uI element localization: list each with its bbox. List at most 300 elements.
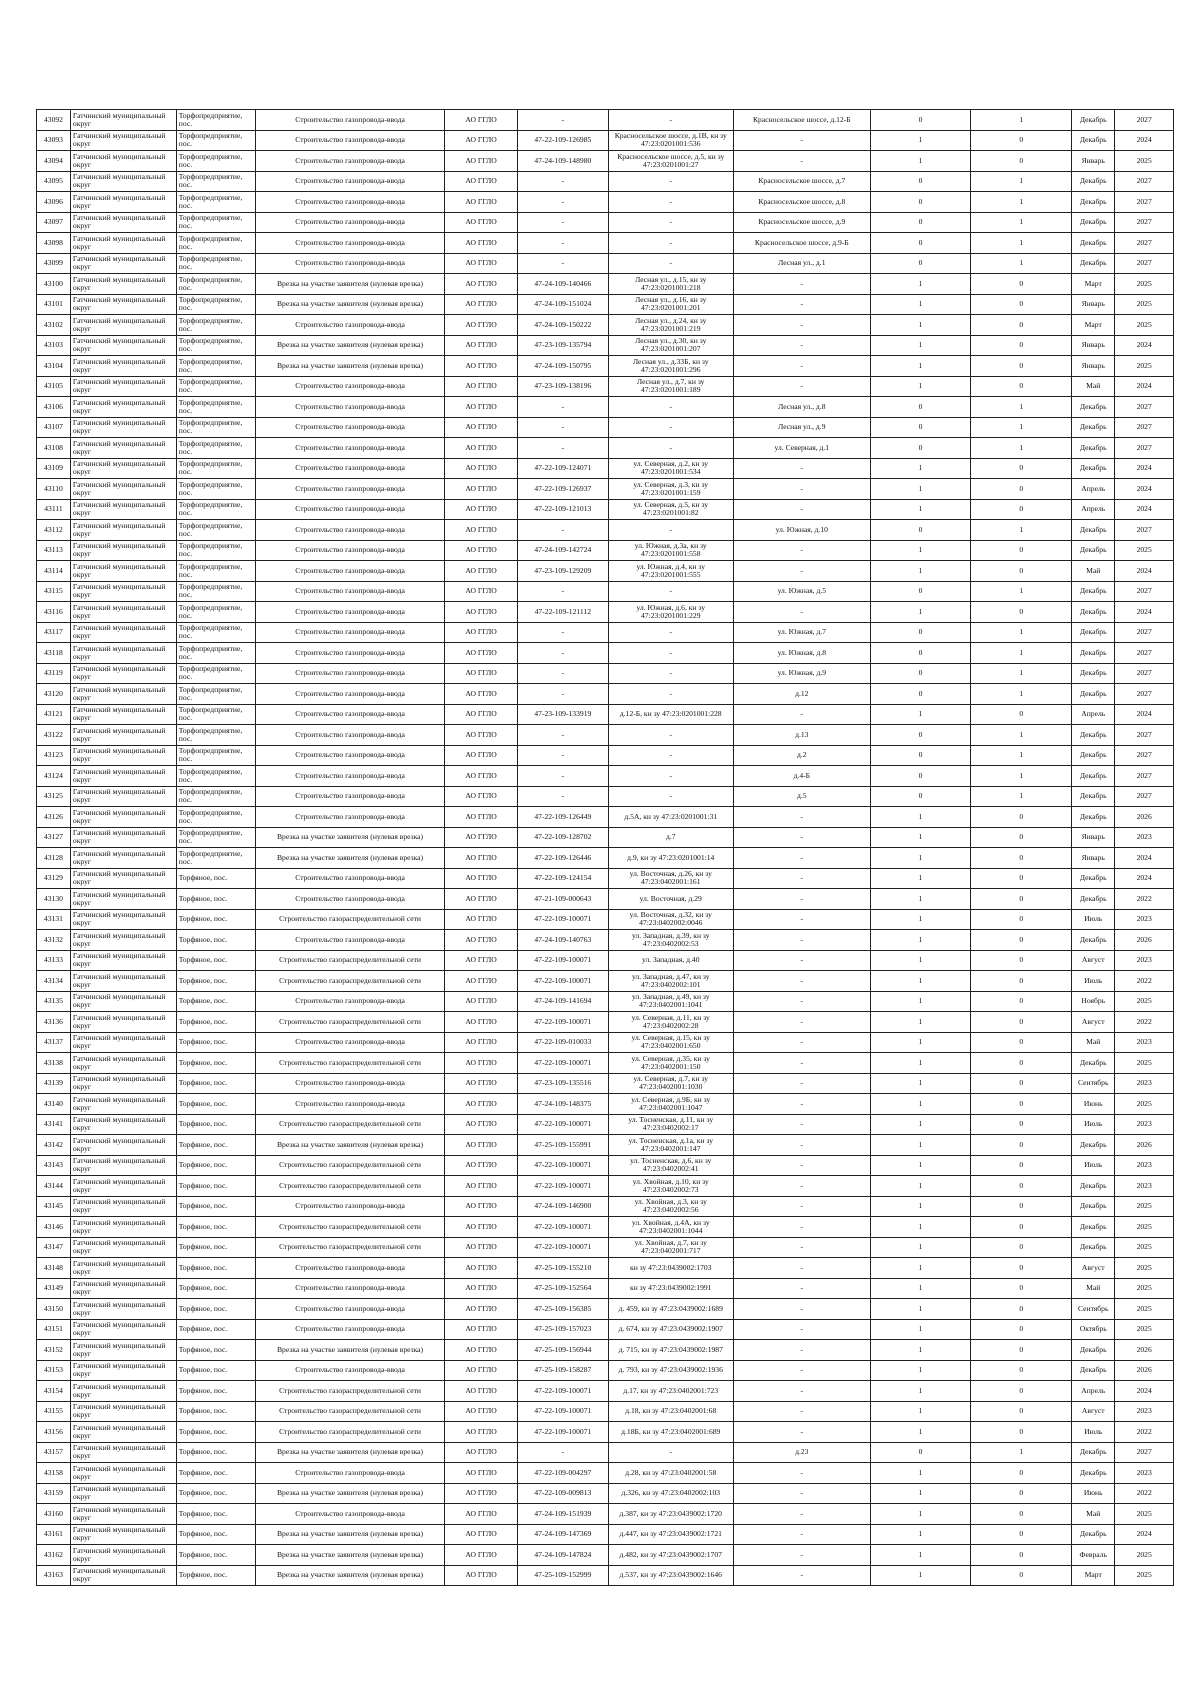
organization-cell: АО ГГЛО — [445, 417, 518, 438]
row-number: 43142 — [37, 1135, 71, 1156]
district-cell: Гатчинский муниципальный округ — [70, 335, 176, 356]
table-row — [37, 479, 1174, 500]
permit-number-cell: 47-25-109-155991 — [518, 1135, 608, 1156]
count-planned-cell: 0 — [971, 1401, 1072, 1422]
year-cell: 2025 — [1115, 294, 1174, 315]
address-cell: - — [733, 991, 870, 1012]
work-type-cell: Врезка на участке заявителя (нулевая врезка) — [255, 827, 444, 848]
row-number: 43146 — [37, 1217, 71, 1238]
settlement-cell: Торфяное, пос. — [176, 1340, 255, 1361]
table-row — [37, 458, 1174, 479]
count-connected-cell: 1 — [870, 807, 971, 828]
address-cell: - — [733, 540, 870, 561]
table-row — [37, 1012, 1174, 1033]
year-cell: 2025 — [1115, 1053, 1174, 1074]
year-cell: 2025 — [1115, 1278, 1174, 1299]
permit-number-cell: 47-24-109-148375 — [518, 1094, 608, 1115]
organization-cell: АО ГГЛО — [445, 581, 518, 602]
table-row — [37, 315, 1174, 336]
work-type-cell: Врезка на участке заявителя (нулевая врезка) — [255, 274, 444, 295]
row-number: 43145 — [37, 1196, 71, 1217]
year-cell: 2025 — [1115, 1237, 1174, 1258]
table-row — [37, 130, 1174, 151]
cadastral-cell: - — [608, 397, 733, 418]
organization-cell: АО ГГЛО — [445, 233, 518, 254]
month-cell: Декабрь — [1072, 1053, 1115, 1074]
permit-number-cell: - — [518, 684, 608, 705]
cadastral-cell: ул. Хвойная, д.7, кн зу 47:23:0402001:717 — [608, 1237, 733, 1258]
permit-number-cell: 47-22-109-100071 — [518, 1012, 608, 1033]
count-connected-cell: 0 — [870, 581, 971, 602]
permit-number-cell: - — [518, 520, 608, 541]
month-cell: Июль — [1072, 1114, 1115, 1135]
work-type-cell: Строительство газопровода-ввода — [255, 930, 444, 951]
count-connected-cell: 1 — [870, 1565, 971, 1586]
month-cell: Декабрь — [1072, 192, 1115, 213]
organization-cell: АО ГГЛО — [445, 1483, 518, 1504]
organization-cell: АО ГГЛО — [445, 274, 518, 295]
work-type-cell: Врезка на участке заявителя (нулевая врезка) — [255, 294, 444, 315]
row-number: 43158 — [37, 1463, 71, 1484]
table-row — [37, 1360, 1174, 1381]
district-cell: Гатчинский муниципальный округ — [70, 397, 176, 418]
month-cell: Март — [1072, 1565, 1115, 1586]
month-cell: Май — [1072, 1032, 1115, 1053]
address-cell: - — [733, 889, 870, 910]
year-cell: 2024 — [1115, 1381, 1174, 1402]
month-cell: Март — [1072, 315, 1115, 336]
month-cell: Декабрь — [1072, 581, 1115, 602]
work-type-cell: Строительство газопровода-ввода — [255, 458, 444, 479]
permit-number-cell: 47-25-109-155210 — [518, 1258, 608, 1279]
count-connected-cell: 1 — [870, 335, 971, 356]
address-cell: - — [733, 1094, 870, 1115]
count-planned-cell: 0 — [971, 1196, 1072, 1217]
organization-cell: АО ГГЛО — [445, 1196, 518, 1217]
district-cell: Гатчинский муниципальный округ — [70, 930, 176, 951]
count-connected-cell: 0 — [870, 233, 971, 254]
row-number: 43097 — [37, 212, 71, 233]
year-cell: 2025 — [1115, 1319, 1174, 1340]
count-planned-cell: 1 — [971, 233, 1072, 254]
settlement-cell: Торфопредприятие, пос. — [176, 110, 255, 131]
organization-cell: АО ГГЛО — [445, 561, 518, 582]
year-cell: 2024 — [1115, 335, 1174, 356]
settlement-cell: Торфопредприятие, пос. — [176, 622, 255, 643]
table-row — [37, 1401, 1174, 1422]
count-connected-cell: 1 — [870, 1176, 971, 1197]
district-cell: Гатчинский муниципальный округ — [70, 1135, 176, 1156]
count-connected-cell: 1 — [870, 1217, 971, 1238]
work-type-cell: Строительство газопровода-ввода — [255, 602, 444, 623]
settlement-cell: Торфяное, пос. — [176, 1565, 255, 1586]
month-cell: Декабрь — [1072, 725, 1115, 746]
settlement-cell: Торфопредприятие, пос. — [176, 458, 255, 479]
row-number: 43150 — [37, 1299, 71, 1320]
work-type-cell: Врезка на участке заявителя (нулевая врезка) — [255, 1545, 444, 1566]
organization-cell: АО ГГЛО — [445, 807, 518, 828]
count-planned-cell: 1 — [971, 110, 1072, 131]
organization-cell: АО ГГЛО — [445, 868, 518, 889]
count-planned-cell: 1 — [971, 520, 1072, 541]
cadastral-cell: ул. Северная, д.5, кн зу 47:23:0201001:82 — [608, 499, 733, 520]
row-number: 43156 — [37, 1422, 71, 1443]
year-cell: 2024 — [1115, 376, 1174, 397]
table-row — [37, 376, 1174, 397]
address-cell: - — [733, 1401, 870, 1422]
address-cell: - — [733, 807, 870, 828]
district-cell: Гатчинский муниципальный округ — [70, 971, 176, 992]
count-connected-cell: 1 — [870, 1196, 971, 1217]
permit-number-cell: 47-24-109-151024 — [518, 294, 608, 315]
month-cell: Декабрь — [1072, 868, 1115, 889]
organization-cell: АО ГГЛО — [445, 622, 518, 643]
settlement-cell: Торфопредприятие, пос. — [176, 663, 255, 684]
table-row — [37, 1217, 1174, 1238]
table-row — [37, 499, 1174, 520]
count-connected-cell: 0 — [870, 622, 971, 643]
settlement-cell: Торфяное, пос. — [176, 1504, 255, 1525]
month-cell: Декабрь — [1072, 417, 1115, 438]
count-planned-cell: 1 — [971, 622, 1072, 643]
organization-cell: АО ГГЛО — [445, 130, 518, 151]
year-cell: 2027 — [1115, 110, 1174, 131]
count-planned-cell: 0 — [971, 130, 1072, 151]
work-type-cell: Строительство газопровода-ввода — [255, 233, 444, 254]
year-cell: 2027 — [1115, 397, 1174, 418]
work-type-cell: Строительство газопровода-ввода — [255, 663, 444, 684]
year-cell: 2024 — [1115, 561, 1174, 582]
cadastral-cell: - — [608, 663, 733, 684]
permit-number-cell: 47-23-109-129209 — [518, 561, 608, 582]
year-cell: 2022 — [1115, 1012, 1174, 1033]
month-cell: Декабрь — [1072, 786, 1115, 807]
work-type-cell: Строительство газопровода-ввода — [255, 786, 444, 807]
district-cell: Гатчинский муниципальный округ — [70, 1217, 176, 1238]
month-cell: Июнь — [1072, 1483, 1115, 1504]
cadastral-cell: д.18, кн зу 47:23:0402001:68 — [608, 1401, 733, 1422]
settlement-cell: Торфопредприятие, пос. — [176, 376, 255, 397]
count-planned-cell: 0 — [971, 1012, 1072, 1033]
count-planned-cell: 0 — [971, 1278, 1072, 1299]
address-cell: - — [733, 1135, 870, 1156]
cadastral-cell: д.12-Б, кн зу 47:23:0201001:228 — [608, 704, 733, 725]
count-planned-cell: 0 — [971, 1176, 1072, 1197]
cadastral-cell: Красносельское шоссе, д.5, кн зу 47:23:0201001:27 — [608, 151, 733, 172]
month-cell: Декабрь — [1072, 520, 1115, 541]
month-cell: Май — [1072, 1278, 1115, 1299]
count-planned-cell: 1 — [971, 438, 1072, 459]
row-number: 43152 — [37, 1340, 71, 1361]
settlement-cell: Торфопредприятие, пос. — [176, 397, 255, 418]
organization-cell: АО ГГЛО — [445, 1094, 518, 1115]
count-planned-cell: 0 — [971, 889, 1072, 910]
year-cell: 2027 — [1115, 643, 1174, 664]
organization-cell: АО ГГЛО — [445, 1545, 518, 1566]
table-row — [37, 581, 1174, 602]
address-cell: - — [733, 1422, 870, 1443]
organization-cell: АО ГГЛО — [445, 991, 518, 1012]
work-type-cell: Строительство газопровода-ввода — [255, 1319, 444, 1340]
permit-number-cell: - — [518, 397, 608, 418]
district-cell: Гатчинский муниципальный округ — [70, 725, 176, 746]
work-type-cell: Строительство газораспределительной сети — [255, 1237, 444, 1258]
count-planned-cell: 0 — [971, 1217, 1072, 1238]
count-connected-cell: 1 — [870, 561, 971, 582]
year-cell: 2023 — [1115, 1114, 1174, 1135]
count-connected-cell: 1 — [870, 1340, 971, 1361]
year-cell: 2024 — [1115, 458, 1174, 479]
month-cell: Декабрь — [1072, 540, 1115, 561]
district-cell: Гатчинский муниципальный округ — [70, 192, 176, 213]
cadastral-cell: ул. Хвойная, д.4А, кн зу 47:23:0402001:1044 — [608, 1217, 733, 1238]
district-cell: Гатчинский муниципальный округ — [70, 1319, 176, 1340]
count-connected-cell: 1 — [870, 356, 971, 377]
count-connected-cell: 0 — [870, 397, 971, 418]
work-type-cell: Строительство газопровода-ввода — [255, 110, 444, 131]
work-type-cell: Строительство газопровода-ввода — [255, 622, 444, 643]
table-row — [37, 1463, 1174, 1484]
count-connected-cell: 1 — [870, 1073, 971, 1094]
row-number: 43118 — [37, 643, 71, 664]
permit-number-cell: 47-24-109-140763 — [518, 930, 608, 951]
address-cell: - — [733, 479, 870, 500]
organization-cell: АО ГГЛО — [445, 1073, 518, 1094]
cadastral-cell: ул. Восточная, д.26, кн зу 47:23:0402001:161 — [608, 868, 733, 889]
year-cell: 2025 — [1115, 1196, 1174, 1217]
table-row — [37, 684, 1174, 705]
table-row — [37, 561, 1174, 582]
table-row — [37, 294, 1174, 315]
address-cell: - — [733, 1176, 870, 1197]
count-planned-cell: 0 — [971, 1258, 1072, 1279]
address-cell: д.2 — [733, 745, 870, 766]
work-type-cell: Строительство газораспределительной сети — [255, 1422, 444, 1443]
row-number: 43160 — [37, 1504, 71, 1525]
cadastral-cell: д.447, кн зу 47:23:0439002:1721 — [608, 1524, 733, 1545]
work-type-cell: Строительство газораспределительной сети — [255, 909, 444, 930]
count-planned-cell: 1 — [971, 1442, 1072, 1463]
table-row — [37, 1176, 1174, 1197]
table-row — [37, 950, 1174, 971]
row-number: 43123 — [37, 745, 71, 766]
settlement-cell: Торфопредприятие, пос. — [176, 520, 255, 541]
count-planned-cell: 0 — [971, 1360, 1072, 1381]
count-connected-cell: 0 — [870, 171, 971, 192]
month-cell: Декабрь — [1072, 602, 1115, 623]
count-planned-cell: 0 — [971, 479, 1072, 500]
organization-cell: АО ГГЛО — [445, 151, 518, 172]
year-cell: 2023 — [1115, 1155, 1174, 1176]
count-planned-cell: 0 — [971, 294, 1072, 315]
address-cell: - — [733, 1073, 870, 1094]
settlement-cell: Торфопредприятие, пос. — [176, 745, 255, 766]
table-row — [37, 1155, 1174, 1176]
settlement-cell: Торфопредприятие, пос. — [176, 130, 255, 151]
settlement-cell: Торфопредприятие, пос. — [176, 438, 255, 459]
month-cell: Август — [1072, 1012, 1115, 1033]
row-number: 43109 — [37, 458, 71, 479]
row-number: 43112 — [37, 520, 71, 541]
settlement-cell: Торфопредприятие, пос. — [176, 171, 255, 192]
work-type-cell: Строительство газопровода-ввода — [255, 643, 444, 664]
work-type-cell: Врезка на участке заявителя (нулевая врезка) — [255, 1565, 444, 1586]
permit-number-cell: 47-22-109-100071 — [518, 1176, 608, 1197]
table-row — [37, 1422, 1174, 1443]
cadastral-cell: - — [608, 520, 733, 541]
month-cell: Декабрь — [1072, 1442, 1115, 1463]
count-connected-cell: 1 — [870, 889, 971, 910]
row-number: 43159 — [37, 1483, 71, 1504]
permit-number-cell: 47-24-109-142724 — [518, 540, 608, 561]
permit-number-cell: - — [518, 417, 608, 438]
year-cell: 2024 — [1115, 602, 1174, 623]
month-cell: Декабрь — [1072, 663, 1115, 684]
address-cell: Красносельское шоссе, д.8 — [733, 192, 870, 213]
year-cell: 2027 — [1115, 766, 1174, 787]
permit-number-cell: 47-22-109-100071 — [518, 971, 608, 992]
month-cell: Январь — [1072, 151, 1115, 172]
row-number: 43154 — [37, 1381, 71, 1402]
month-cell: Апрель — [1072, 1381, 1115, 1402]
organization-cell: АО ГГЛО — [445, 643, 518, 664]
district-cell: Гатчинский муниципальный округ — [70, 807, 176, 828]
address-cell: - — [733, 1012, 870, 1033]
month-cell: Август — [1072, 950, 1115, 971]
table-row — [37, 1053, 1174, 1074]
table-row — [37, 110, 1174, 131]
settlement-cell: Торфяное, пос. — [176, 1545, 255, 1566]
count-planned-cell: 0 — [971, 827, 1072, 848]
work-type-cell: Строительство газопровода-ввода — [255, 520, 444, 541]
count-planned-cell: 1 — [971, 192, 1072, 213]
count-connected-cell: 0 — [870, 725, 971, 746]
year-cell: 2025 — [1115, 1545, 1174, 1566]
cadastral-cell: ул. Северная, д.7, кн зу 47:23:0402001:1030 — [608, 1073, 733, 1094]
permit-number-cell: 47-24-109-150222 — [518, 315, 608, 336]
organization-cell: АО ГГЛО — [445, 663, 518, 684]
month-cell: Декабрь — [1072, 684, 1115, 705]
count-planned-cell: 0 — [971, 540, 1072, 561]
table-row — [37, 274, 1174, 295]
count-planned-cell: 0 — [971, 315, 1072, 336]
settlement-cell: Торфяное, пос. — [176, 1114, 255, 1135]
address-cell: Красносельское шоссе, д.12-Б — [733, 110, 870, 131]
table-row — [37, 1483, 1174, 1504]
district-cell: Гатчинский муниципальный округ — [70, 1442, 176, 1463]
count-connected-cell: 1 — [870, 1504, 971, 1525]
permit-number-cell: 47-23-109-135794 — [518, 335, 608, 356]
settlement-cell: Торфяное, пос. — [176, 1381, 255, 1402]
cadastral-cell: ул. Северная, д.15, кн зу 47:23:0402001:650 — [608, 1032, 733, 1053]
year-cell: 2025 — [1115, 151, 1174, 172]
work-type-cell: Строительство газопровода-ввода — [255, 417, 444, 438]
work-type-cell: Строительство газопровода-ввода — [255, 151, 444, 172]
organization-cell: АО ГГЛО — [445, 520, 518, 541]
count-planned-cell: 0 — [971, 1545, 1072, 1566]
count-planned-cell: 0 — [971, 1319, 1072, 1340]
count-connected-cell: 0 — [870, 417, 971, 438]
work-type-cell: Строительство газопровода-ввода — [255, 1073, 444, 1094]
cadastral-cell: - — [608, 643, 733, 664]
address-cell: - — [733, 356, 870, 377]
row-number: 43117 — [37, 622, 71, 643]
organization-cell: АО ГГЛО — [445, 1012, 518, 1033]
permit-number-cell: - — [518, 110, 608, 131]
row-number: 43157 — [37, 1442, 71, 1463]
row-number: 43124 — [37, 766, 71, 787]
district-cell: Гатчинский муниципальный округ — [70, 643, 176, 664]
cadastral-cell: ул. Тосненская, д.6, кн зу 47:23:0402002:41 — [608, 1155, 733, 1176]
organization-cell: АО ГГЛО — [445, 1114, 518, 1135]
permit-number-cell: - — [518, 622, 608, 643]
address-cell: - — [733, 1053, 870, 1074]
address-cell: - — [733, 1217, 870, 1238]
organization-cell: АО ГГЛО — [445, 827, 518, 848]
address-cell: Красносельское шоссе, д.7 — [733, 171, 870, 192]
district-cell: Гатчинский муниципальный округ — [70, 315, 176, 336]
month-cell: Декабрь — [1072, 1196, 1115, 1217]
month-cell: Декабрь — [1072, 766, 1115, 787]
organization-cell: АО ГГЛО — [445, 1278, 518, 1299]
permit-number-cell: 47-22-109-100071 — [518, 1401, 608, 1422]
permit-number-cell: - — [518, 233, 608, 254]
permit-number-cell: 47-21-109-000643 — [518, 889, 608, 910]
work-type-cell: Строительство газопровода-ввода — [255, 130, 444, 151]
count-connected-cell: 1 — [870, 1094, 971, 1115]
cadastral-cell: ул. Северная, д.2, кн зу 47:23:0201001:534 — [608, 458, 733, 479]
settlement-cell: Торфяное, пос. — [176, 1032, 255, 1053]
table-row — [37, 807, 1174, 828]
permit-number-cell: 47-24-109-150795 — [518, 356, 608, 377]
district-cell: Гатчинский муниципальный округ — [70, 1360, 176, 1381]
organization-cell: АО ГГЛО — [445, 1360, 518, 1381]
row-number: 43122 — [37, 725, 71, 746]
count-planned-cell: 0 — [971, 458, 1072, 479]
district-cell: Гатчинский муниципальный округ — [70, 848, 176, 869]
table-row — [37, 1381, 1174, 1402]
cadastral-cell: Лесная ул., д.33Б, кн зу 47:23:0201001:296 — [608, 356, 733, 377]
cadastral-cell: д.28, кн зу 47:23:0402001:58 — [608, 1463, 733, 1484]
month-cell: Декабрь — [1072, 397, 1115, 418]
table-row — [37, 602, 1174, 623]
year-cell: 2024 — [1115, 1524, 1174, 1545]
organization-cell: АО ГГЛО — [445, 848, 518, 869]
organization-cell: АО ГГЛО — [445, 1524, 518, 1545]
year-cell: 2025 — [1115, 1565, 1174, 1586]
organization-cell: АО ГГЛО — [445, 1053, 518, 1074]
count-planned-cell: 0 — [971, 807, 1072, 828]
month-cell: Январь — [1072, 827, 1115, 848]
settlement-cell: Торфяное, пос. — [176, 1422, 255, 1443]
district-cell: Гатчинский муниципальный округ — [70, 1176, 176, 1197]
year-cell: 2027 — [1115, 520, 1174, 541]
count-planned-cell: 1 — [971, 643, 1072, 664]
permit-number-cell: 47-22-109-004297 — [518, 1463, 608, 1484]
permit-number-cell: 47-25-109-156385 — [518, 1299, 608, 1320]
organization-cell: АО ГГЛО — [445, 745, 518, 766]
organization-cell: АО ГГЛО — [445, 458, 518, 479]
year-cell: 2025 — [1115, 1217, 1174, 1238]
organization-cell: АО ГГЛО — [445, 704, 518, 725]
organization-cell: АО ГГЛО — [445, 499, 518, 520]
district-cell: Гатчинский муниципальный округ — [70, 766, 176, 787]
year-cell: 2026 — [1115, 930, 1174, 951]
work-type-cell: Строительство газопровода-ввода — [255, 766, 444, 787]
table-row — [37, 1565, 1174, 1586]
district-cell: Гатчинский муниципальный округ — [70, 1258, 176, 1279]
month-cell: Сентябрь — [1072, 1299, 1115, 1320]
